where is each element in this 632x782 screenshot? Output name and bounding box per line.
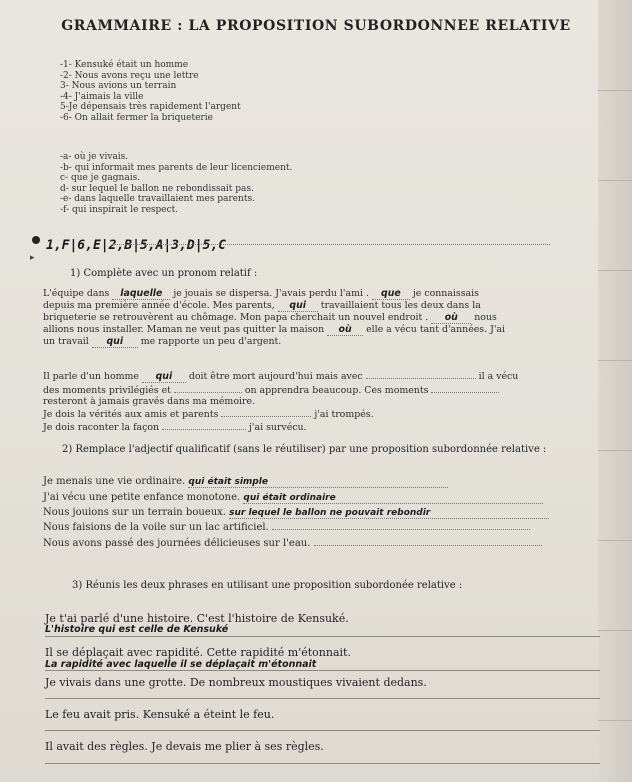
section-2-item: Nous jouions sur un terrain boueux. sur lequel le ballon ne pouvait rebondir [43, 507, 549, 519]
answer-field[interactable]: qui était ordinaire [243, 493, 543, 504]
answer-line[interactable] [45, 730, 600, 731]
answer-line[interactable] [45, 698, 600, 699]
section-1-paragraph-1: L'équipe dans laquelle je jouais se dispersa. J'avais perdu l'ami . que je connaissais depuis ma première année d'école. Mes parents, qui travaillaient tous les deux dans la briqueterie se retrouvèrent au chômage. Mon papa cherchait un nouvel endroit . où nous allions nous installer. Maman ne veut pas quitter la maison où elle a vécu tant d'années. J'ai un travail qui me rapporte un peu d'argent. [43, 288, 506, 347]
answer-blank[interactable]: qui [92, 337, 138, 348]
answer-blank[interactable]: qui [278, 301, 318, 312]
section-3-answer-2[interactable]: La rapidité avec laquelle il se déplaçait m'étonnait [45, 659, 317, 670]
clause-d: d- sur lequel le ballon ne rebondissait pas. [60, 183, 254, 194]
empty-blank[interactable] [366, 369, 476, 379]
answer-line [45, 670, 600, 671]
section-1-paragraph-2: Il parle d'un homme qui doit être mort aujourd'hui mais avec il a vécu des moments privilégiés et on apprendra beaucoup. Ces moments resteront à jamais gravés dans ma mémoire. Je dois la vérités aux amis et parents j'ai trompés. Je dois raconter la façon j'ai survécu. [43, 371, 519, 433]
section-2-item: Nous faisions de la voile sur un lac artificiel. [43, 522, 530, 533]
answer-line [45, 636, 600, 637]
clause-1: -1- Kensuké était un homme [60, 60, 189, 70]
section-3-item-4: Le feu avait pris. Kensuké a éteint le feu. [45, 708, 275, 721]
answer-field[interactable] [314, 545, 542, 546]
answer-field[interactable] [272, 529, 530, 530]
section-3-item-1: Je t'ai parlé d'une histoire. C'est l'histoire de Kensuké. [45, 612, 349, 625]
section-3-answer-1[interactable]: L'histoire qui est celle de Kensuké [45, 624, 229, 635]
answer-line[interactable] [45, 763, 600, 764]
clause-4: -4- J'aimais la ville [60, 91, 144, 102]
answer-blank[interactable]: où [431, 313, 471, 324]
matching-answer-handwritten: 1,F|6,E|2,B|5,A|3,D|5,C [46, 238, 227, 253]
section-3-heading: 3) Réunis les deux phrases en utilisant une proposition subordonée relative : [72, 580, 463, 591]
answer-blank[interactable]: qui [142, 372, 186, 383]
section-2-heading: 2) Remplace l'adjectif qualificatif (sans le réutiliser) par une proposition subordonnée relative : [62, 444, 547, 455]
bullet-dot-icon [32, 236, 40, 244]
page-title: GRAMMAIRE : LA PROPOSITION SUBORDONNEE RELATIVE [61, 18, 571, 34]
answer-field[interactable]: sur lequel le ballon ne pouvait rebondir [229, 508, 549, 519]
empty-blank[interactable] [221, 407, 311, 417]
clause-c: c- que je gagnais. [60, 173, 141, 183]
answer-blank[interactable]: où [327, 325, 363, 336]
answer-dotted-line [112, 244, 550, 245]
section-3-item-3: Je vivais dans une grotte. De nombreux moustiques vivaient dedans. [45, 676, 427, 689]
answer-field[interactable]: qui était simple [188, 477, 448, 488]
clause-2: -2- Nous avons reçu une lettre [60, 70, 199, 81]
numbered-clauses-list [60, 60, 241, 123]
section-2-item: Nous avons passé des journées délicieuses sur l'eau. [43, 538, 542, 549]
clause-e: -e- dans laquelle travaillaient mes parents. [60, 194, 255, 204]
arrow-right-icon: ▸ [30, 253, 35, 263]
clause-3: 3- Nous avions un terrain [60, 81, 177, 91]
page-edge-shadow [598, 0, 632, 782]
clause-5: 5-Je dépensais très rapidement l'argent [60, 102, 241, 112]
section-2-item: J'ai vécu une petite enfance monotone. qui était ordinaire [43, 492, 543, 504]
clause-a: -a- où je vivais. [60, 152, 129, 162]
empty-blank[interactable] [431, 383, 499, 393]
section-2-item: Je menais une vie ordinaire. qui était simple [43, 476, 448, 488]
clause-6: -6- On allait fermer la briqueterie [60, 112, 213, 123]
clause-f: -f- qui inspirait le respect. [60, 204, 179, 215]
empty-blank[interactable] [162, 420, 246, 430]
section-1-heading: 1) Complète avec un pronom relatif : [70, 268, 258, 279]
section-3-item-2: Il se déplaçait avec rapidité. Cette rapidité m'étonnait. [45, 646, 351, 659]
lettered-clauses-list [60, 152, 292, 215]
empty-blank[interactable] [174, 383, 242, 393]
clause-b: -b- qui informait mes parents de leur licenciement. [60, 162, 293, 173]
answer-blank[interactable]: que [372, 289, 410, 300]
answer-blank[interactable]: laquelle [112, 289, 170, 300]
section-3-item-5: Il avait des règles. Je devais me plier à ses règles. [45, 740, 324, 753]
